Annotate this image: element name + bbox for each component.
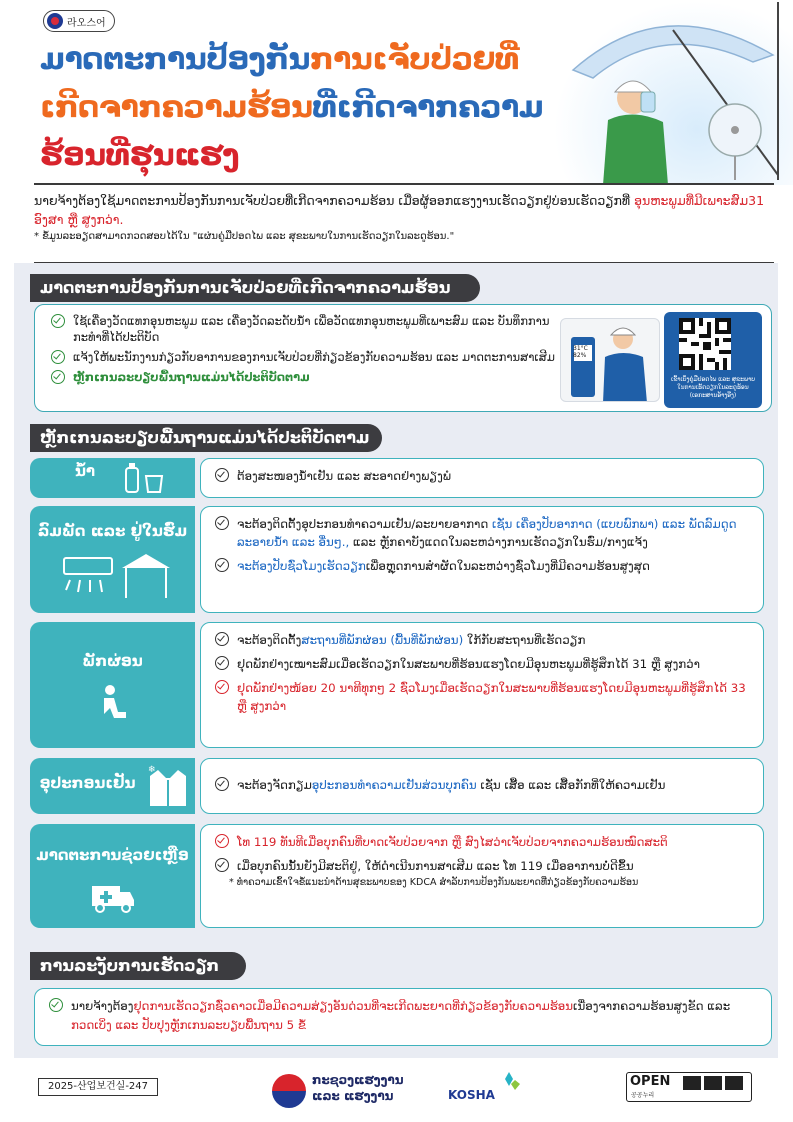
korea-flag-icon	[47, 13, 63, 29]
section3-heading: ການລະງັບການເຮັດວຽກ	[30, 952, 246, 980]
row-rest	[30, 622, 764, 748]
text-part: ເຊັ່ນ ເສື້ອ ແລະ ເສື້ອກັກທີ່ໃຫ້ຄວາມເຢັນ	[476, 778, 666, 792]
qr-code-icon	[679, 318, 731, 370]
language-badge	[43, 10, 115, 32]
text-highlight: ເຊັ່ນ ເຄື່ອງປັບອາກາດ (ແບບພົກພາ) ແລະ ພັດລົມດູດລະອາຍນ້ຳ ແລະ ອື່ນໆ.,	[237, 517, 737, 549]
row-item-text: ຢຸດພັກຢ່າງໜ້ອຍ 20 ນາທີທຸກໆ 2 ຊົ່ວໂມງເມື່ອເຮັດວຽກໃນສະພາບທີ່ຮ້ອນແຮງໂດຍມີອຸນຫະພູມທີ່ຮູ້ສຶກໄດ້ 33 ຫຼື ສູງກວ່າ	[237, 681, 746, 713]
government-emblem-icon	[272, 1074, 306, 1108]
text-highlight: ກວດເບິ່ງ ແລະ ປັບປຸງຫຼັກເກນລະບຽບພື້ນຖານ 5 ຂໍ້	[71, 1018, 306, 1032]
language-badge-label: 라오스어	[67, 17, 106, 29]
check-icon	[51, 314, 65, 328]
title-part: ການເຈັບປ່ວຍທີ່	[309, 42, 519, 77]
row-note: * ທຳຄວາມເຂົ້າໃຈຂໍ້ແນະນຳດ້ານສຸຂະພາບຂອງ KDCA ສຳລັບການປ້ອງກັນພະຍາດທີ່ກ່ຽວຂ້ອງກັບຄວາມຮ້ອນ	[229, 877, 639, 888]
row-label: ລົມພັດ ແລະ ຢູ່ໃນຮົ່ມ	[37, 522, 188, 540]
ministry-name: ກະຊວງແຮງງານ ແລະ ແຮງງານ	[312, 1073, 404, 1103]
text-part: ເພື່ອຫຼຸດການສຳຜັດໃນລະຫວ່າງຊົ່ວໂມງທີ່ມີຄວາມຮ້ອນສູງສຸດ	[365, 559, 650, 573]
row-item	[215, 776, 753, 794]
worker-checking-icon	[561, 319, 660, 402]
worker-thermometer-illustration	[560, 318, 660, 402]
section2-heading: ຫຼັກເກນລະບຽບພື້ນຖານແມ່ນໄດ້ປະຕິບັດຕາມ	[30, 424, 382, 452]
thermo-display: 31°C 82%	[573, 345, 588, 359]
check-icon	[215, 516, 229, 530]
page-title	[40, 36, 560, 180]
row-label: ອຸປະກອນເຢັນ	[39, 774, 136, 792]
row-item-text: ເມື່ອບຸກຄົນນັ້ນຍັງມີສະຕິຢູ່, ໃຫ້ດຳເນີນການສາເສີມ ແລະ ໂທ 119 ເມື່ອອາການບໍ່ດີຂຶ້ນ	[237, 859, 634, 873]
row-item-text	[237, 515, 753, 551]
check-icon	[215, 468, 229, 482]
svg-text:❄: ❄	[148, 765, 156, 775]
text-part: ຈະຕ້ອງຕິດຕັ້ງ	[237, 633, 302, 647]
intro-box	[34, 183, 774, 263]
text-part: ແລະ ຫຼັກຄາບັງແດດໃນລະຫວ່າງການເຮັດວຽກໃນຮົ່ມ/ກາງແຈ້ງ	[349, 535, 648, 549]
check-icon	[51, 370, 65, 384]
section1-item	[51, 313, 556, 345]
row-emergency	[30, 824, 764, 928]
qr-caption: ເຂົ້າເບິ່ງຄູ່ມືປອດໄພ ແລະ ສຸຂະພາບໃນການເຮັດວຽກໃນລະດູຮ້ອນ (ເອກະສານອ້າງອີງ)	[670, 376, 756, 399]
row-cooling-gear	[30, 758, 764, 814]
title-part: ທີ່ເກີດຈາກຄວາມ	[312, 90, 544, 125]
row-content	[200, 506, 764, 613]
text-part: ຈະຕ້ອງຈັດກຽມ	[237, 778, 312, 792]
row-item	[215, 467, 753, 485]
row-item	[215, 857, 753, 875]
text-highlight: ສະຖານທີ່ພັກຜ່ອນ (ພື້ນທີ່ພັກຜ່ອນ)	[301, 633, 464, 647]
check-icon	[215, 858, 229, 872]
row-item	[215, 655, 753, 673]
title-part: ຮ້ອນທີ່ຮຸນແຮງ	[40, 138, 240, 173]
row-content	[200, 458, 764, 498]
resting-person-icon	[96, 684, 132, 724]
check-icon	[215, 558, 229, 572]
row-item	[215, 631, 753, 649]
row-item-text	[237, 776, 665, 794]
row-item-text	[237, 631, 585, 649]
kosha-logo-icon	[496, 1070, 522, 1096]
section1-box	[34, 304, 772, 412]
section3-item-text	[71, 997, 757, 1035]
document-code: 2025-산업보건실-247	[38, 1078, 158, 1096]
section1-heading: ມາດຕະການປ້ອງກັນການເຈັບປ່ວຍທີ່ເກີດຈາກຄວາມຮ້ອນ	[30, 274, 480, 302]
check-icon	[215, 680, 229, 694]
row-item-text: ຕ້ອງສະໜອງນ້ຳເຢັນ ແລະ ສະອາດຢ່າງພຽງພໍ	[237, 469, 451, 483]
umbrella-worker-icon	[553, 0, 793, 185]
section1-item-text: ໃຊ້ເຄື່ອງວັດແທກອຸນຫະພູມ ແລະ ເຄື່ອງວັດລະດັບນ້ຳ ເພື່ອວັດແທກອຸນຫະພູມທີ່ເພາະສົມ ແລະ ບັນທຶກການກະທຳທີ່ໄດ້ປະຕິບັດ	[73, 314, 550, 344]
text-highlight: ອຸປະກອນທຳຄວາມເຢັນສ່ວນບຸກຄົນ	[311, 778, 477, 792]
check-icon	[51, 350, 65, 364]
open-license-label: OPEN	[630, 1074, 671, 1089]
check-icon	[215, 777, 229, 791]
license-attribution-icon	[683, 1076, 701, 1090]
intro-text	[34, 191, 774, 229]
text-highlight: ຈະຕ້ອງປັບຊົ່ວໂມງເຮັດວຽກ	[237, 559, 366, 573]
aircon-shade-icon	[60, 550, 172, 602]
check-icon	[215, 656, 229, 670]
row-item	[215, 679, 753, 715]
kosha-logo-text: KOSHA	[448, 1088, 495, 1102]
check-icon	[215, 834, 229, 848]
section3-box	[34, 988, 772, 1046]
text-highlight: ຢຸດການເຮັດວຽກຊົ່ວຄາວເມື່ອມີຄວາມສ່ຽງອັນດ່ວນທີ່ຈະເກີດພະຍາດທີ່ກ່ຽວຂ້ອງກັບຄວາມຮ້ອນ	[133, 999, 574, 1013]
license-noderiv-icon	[725, 1076, 743, 1090]
row-item-text	[237, 557, 650, 575]
check-icon	[215, 632, 229, 646]
row-item	[215, 557, 753, 575]
open-license-sub: 공공누리	[631, 1092, 655, 1099]
section1-item	[51, 349, 556, 365]
title-part: ມາດຕະການປ້ອງກັນ	[40, 42, 310, 77]
text-part: ເນື່ອງຈາກຄວາມຮ້ອນສູງຂັດ ແລະ	[573, 999, 731, 1013]
intro-highlight: ອຸນຫະພູມທີ່ມີເພາະສົມ31 ອົງສາ ຫຼື ສູງກວ່າ.	[34, 193, 765, 227]
row-item	[215, 833, 753, 851]
text-part: ນາຍຈ້າງຕ້ອງ	[71, 999, 134, 1013]
intro-text-part: ນາຍຈ້າງຕ້ອງໃຊ້ມາດຕະການປ້ອງກັນການເຈັບປ່ວຍທີ່ເກີດຈາກຄວາມຮ້ອນ ເມື່ອຜູ້ອອກແຮງງານເຮັດວຽກຢູ່ບ່ອນເຮັດວຽກທີ່	[34, 193, 631, 208]
license-noncommercial-icon	[704, 1076, 722, 1090]
row-water	[30, 458, 764, 498]
row-content	[200, 824, 764, 928]
cooling-vest-icon	[146, 764, 190, 808]
section1-item	[51, 369, 556, 385]
qr-code[interactable]	[679, 318, 731, 370]
row-item-text: ໂທ 119 ທັນທີເມື່ອບຸກຄົນທີ່ບາດເຈັບປ່ວຍຈາກ ຫຼື ສົງໄສວ່າເຈັບປ່ວຍຈາກຄວາມຮ້ອນໝົດສະຕິ	[237, 835, 668, 849]
row-label: ມາດຕະການຊ່ວຍເຫຼືອ	[36, 846, 189, 864]
text-part: ໃກ້ກັບສະຖານທີ່ເຮັດວຽກ	[463, 633, 586, 647]
section1-item-text: ຫຼັກເກນລະບຽບພື້ນຖານແມ່ນໄດ້ປະຕິບັດຕາມ	[73, 370, 310, 384]
water-bottle-icon	[122, 462, 182, 494]
row-item-text: ຢຸດພັກຢ່າງເໝາະສົມເມື່ອເຮັດວຽກໃນສະພາບທີ່ຮ້ອນແຮງໂດຍມີອຸນຫະພູມທີ່ຮູ້ສຶກໄດ້ 31 ຫຼື ສູງກວ່າ	[237, 657, 700, 671]
intro-note: * ຂໍ້ມູນລະອຽດສາມາດກວດສອບໄດ້ໃນ "ແຜ່ນຄູ່ມືປອດໄພ ແລະ ສຸຂະພາບໃນການເຮັດວຽກໃນລະດູຮ້ອນ."	[34, 231, 455, 242]
row-label: ພັກຜ່ອນ	[82, 652, 143, 670]
row-wind-shade	[30, 506, 764, 613]
row-item	[215, 515, 753, 551]
row-content	[200, 622, 764, 748]
ambulance-icon	[90, 880, 136, 914]
hero-illustration	[553, 0, 793, 185]
check-icon	[49, 998, 63, 1012]
section3-item	[49, 997, 757, 1035]
section1-item-text: ແຈ້ງໃຫ້ພະນັກງານກ່ຽວກັບອາການຂອງການເຈັບປ່ວຍທີ່ກ່ຽວຂ້ອງກັບຄວາມຮ້ອນ ແລະ ມາດຕະການສາເສີມ	[73, 350, 555, 364]
row-label: ນ້ຳ	[74, 462, 96, 480]
text-part: ຈະຕ້ອງຕິດຕັ້ງອຸປະກອນທຳຄວາມເຢັນ/ລະບາຍອາກາດ	[237, 517, 493, 531]
row-content	[200, 758, 764, 814]
title-part: ເກີດຈາກຄວາມຮ້ອນ	[40, 90, 313, 125]
